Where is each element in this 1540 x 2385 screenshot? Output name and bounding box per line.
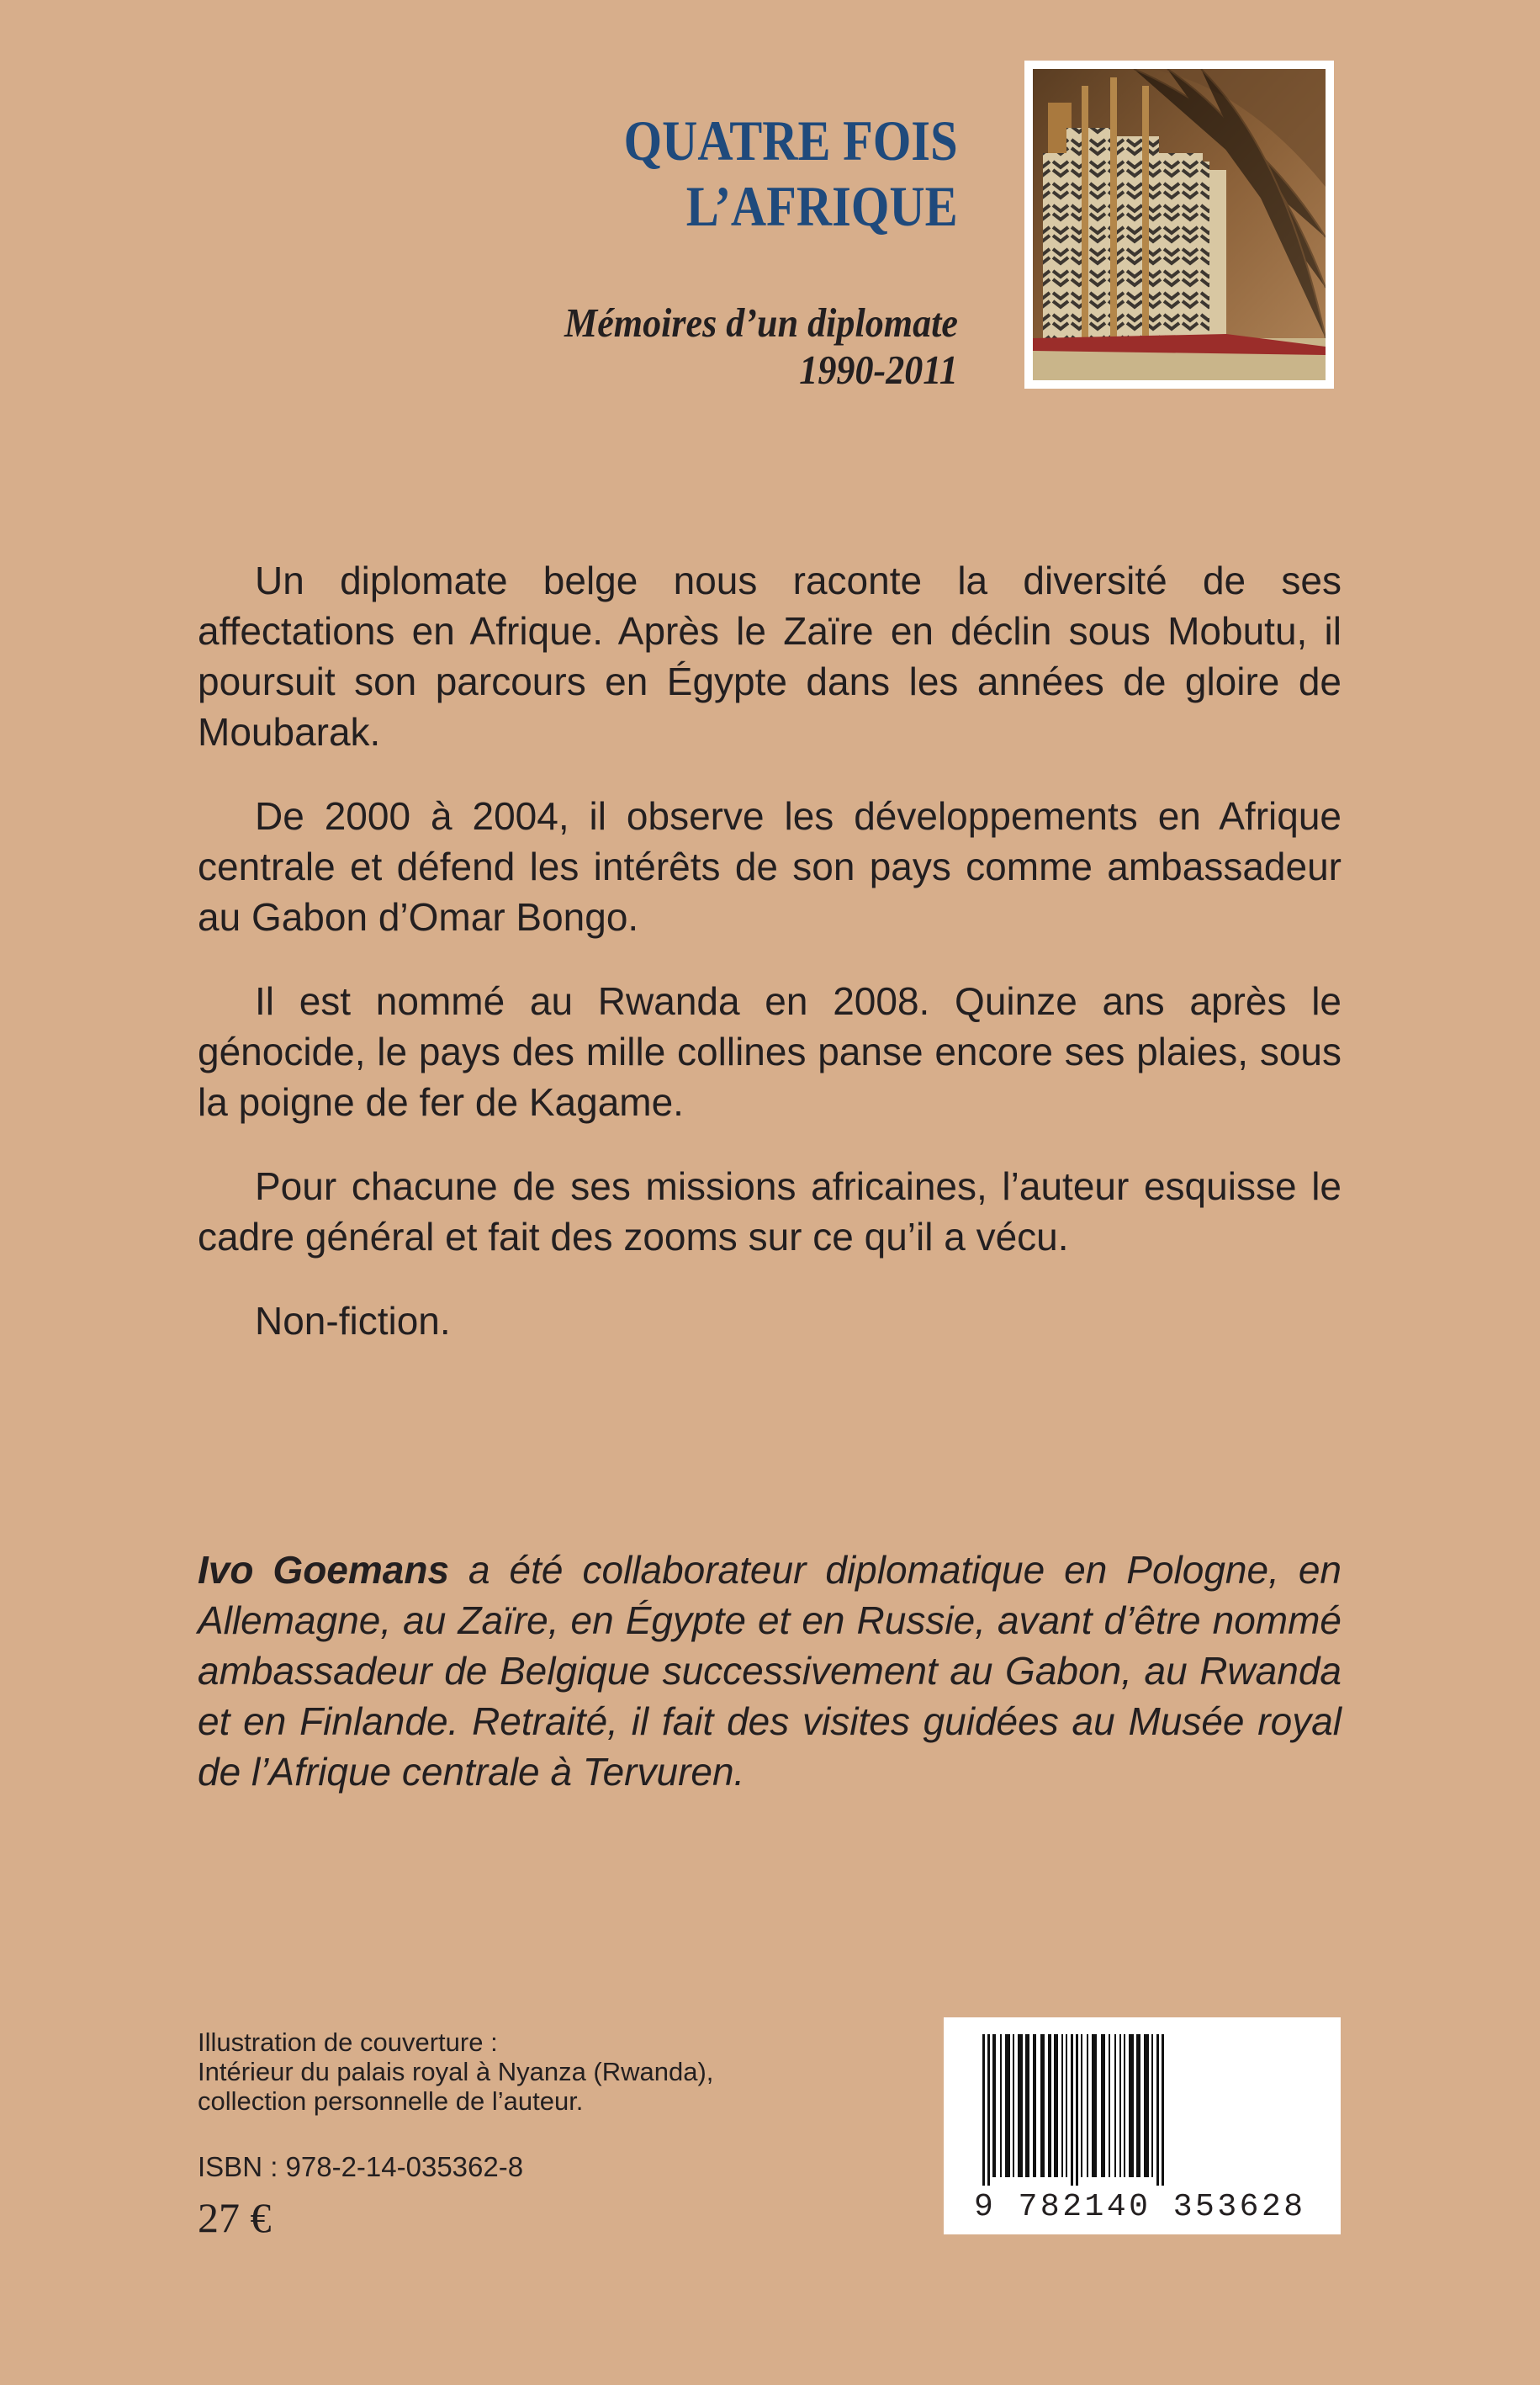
book-title-line-1: QUATRE FOIS [624,109,958,172]
credits-line: collection personnelle de l’auteur. [198,2086,584,2116]
barcode-bar [1144,2034,1149,2177]
barcode-bar [1013,2034,1014,2177]
barcode-bar [987,2034,990,2186]
price: 27 € [198,2194,272,2241]
barcode-bar [1061,2034,1063,2177]
barcode-bar [1033,2034,1036,2177]
barcode-bar [1151,2034,1153,2177]
barcode-bar [1162,2034,1164,2186]
cover-photo [1024,61,1334,389]
book-title-line-2: L’AFRIQUE [686,174,958,238]
isbn: ISBN : 978-2-14-035362-8 [198,2151,524,2182]
book-subtitle [564,299,958,394]
barcode-bar [1076,2034,1078,2186]
barcode-bar [1005,2034,1010,2177]
book-subtitle-line-2: 1990-2011 [799,347,958,393]
barcode [944,2017,1341,2234]
author-name: Ivo Goemans [198,1548,450,1592]
book-subtitle-line-1: Mémoires d’un diplomate [564,299,958,346]
summary-paragraph: Pour chacune de ses missions africaines, l’auteur esquisse le cadre général et fait des zooms sur ce qu’il a vécu. [198,1164,1342,1259]
barcode-bar [1040,2034,1045,2177]
barcode-bar [1081,2034,1082,2177]
barcode-bar [1129,2034,1134,2177]
author-bio [198,1545,1342,1797]
barcode-bar [1087,2034,1088,2177]
credits-line: Intérieur du palais royal à Nyanza (Rwanda), [198,2057,714,2086]
barcode-bar [992,2034,996,2177]
summary-paragraph: De 2000 à 2004, il observe les développements en Afrique centrale et défend les intérêts de son pays comme ambassadeur au Gabon d’Omar Bongo. [198,794,1342,939]
barcode-bar [1156,2034,1159,2186]
barcode-bar [1025,2034,1029,2177]
barcode-bar [1048,2034,1051,2177]
palace-interior-photo-icon [1033,69,1326,380]
barcode-bar [1124,2034,1125,2177]
barcode-bar [1092,2034,1097,2177]
barcode-bar [1109,2034,1110,2177]
barcode-bar [1119,2034,1121,2177]
summary-paragraph: Il est nommé au Rwanda en 2008. Quinze ans après le génocide, le pays des mille collines panse encore ses plaies, sous la poigne de fer de Kagame. [198,979,1342,1124]
barcode-icon [974,2034,1310,2186]
author-bio-text: a été collaborateur diplomatique en Pologne, en Allemagne, au Zaïre, en Égypte et en Russie, avant d’être nommé ambassadeur de Belgique successivement au Gabon, au Rwanda et en Finlande. Retraité, il fait des visites guidées au Musée royal de l’Afrique centrale à Tervuren. [198,1548,1342,1794]
barcode-bar [1000,2034,1002,2177]
barcode-bar [1114,2034,1116,2177]
barcode-bar [1071,2034,1073,2186]
credits-line: Illustration de couverture : [198,2027,498,2057]
barcode-bar [1101,2034,1105,2177]
summary-paragraph: Un diplomate belge nous raconte la diversité de ses affectations en Afrique. Après le Zaïre en déclin sous Mobutu, il poursuit son parcours en Égypte dans les années de gloire de Moubarak. [198,559,1342,754]
barcode-digits: 9 782140 353628 [974,2189,1306,2225]
cover-credits [198,2027,713,2116]
summary [198,555,1342,1380]
summary-paragraph: Non-fiction. [255,1299,451,1343]
barcode-bar [1066,2034,1067,2177]
barcode-bar [1018,2034,1023,2177]
book-title [624,108,958,239]
barcode-bar [982,2034,985,2186]
barcode-bar [1136,2034,1140,2177]
barcode-bar [1054,2034,1058,2177]
